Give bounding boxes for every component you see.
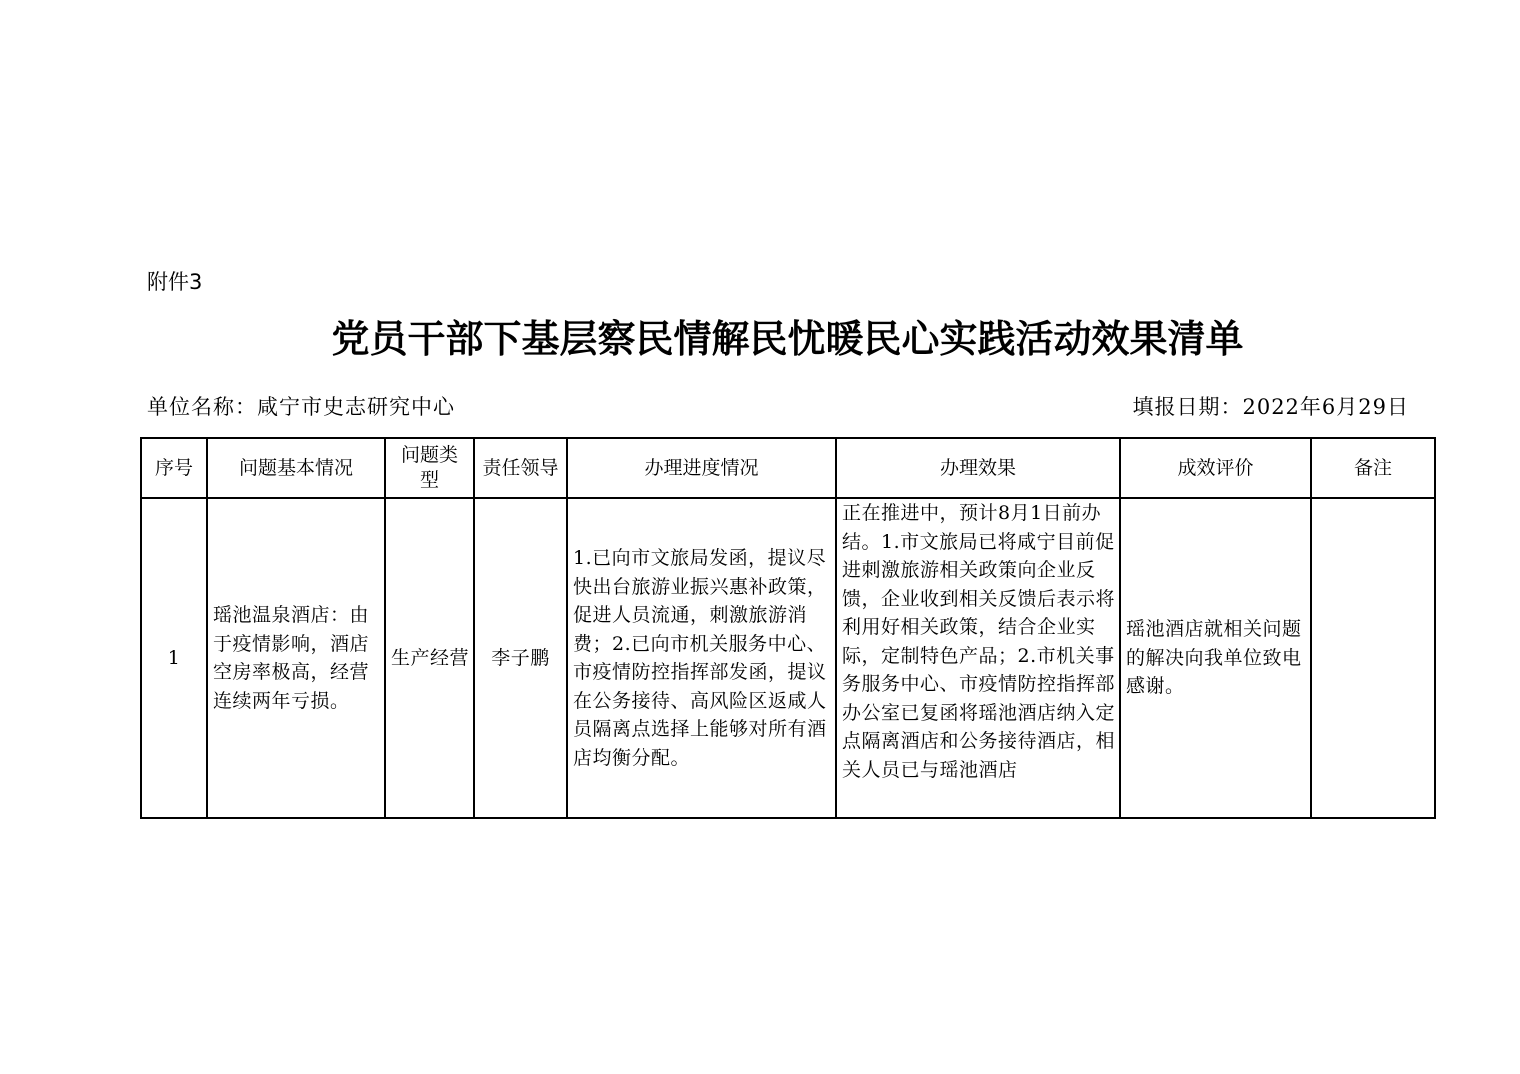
effect-table	[140, 437, 1436, 819]
header-notes: 备注	[1311, 438, 1435, 498]
header-effect: 办理效果	[836, 438, 1120, 498]
cell-type-text: 生产经营	[391, 646, 470, 669]
cell-notes	[1311, 498, 1435, 818]
cell-seq: 1	[141, 498, 207, 818]
cell-effect-text: 正在推进中，预计8月1日前办结。1.市文旅局已将咸宁目前促进刺激旅游相关政策向企业反馈，企业收到相关反馈后表示将利用好相关政策，结合企业实际，定制特色产品；2.市机关事务服务中心、市疫情防控指挥部办公室已复函将瑶池酒店纳入定点隔离酒店和公务接待酒店，相关人员已与瑶池酒店	[842, 502, 1116, 781]
cell-basic-situation	[207, 498, 385, 818]
attachment-label: 附件3	[147, 270, 203, 294]
document-title: 党员干部下基层察民情解民忧暖民心实践活动效果清单	[331, 316, 1244, 361]
cell-basic-text: 瑶池温泉酒店：由于疫情影响，酒店空房率极高，经营连续两年亏损。	[213, 604, 370, 712]
header-basic-situation: 问题基本情况	[207, 438, 385, 498]
cell-problem-type	[385, 498, 474, 818]
fill-date-line: 填报日期：2022年6月29日	[1132, 395, 1409, 419]
cell-evaluation-text: 瑶池酒店就相关问题的解决向我单位致电感谢。	[1126, 618, 1302, 698]
cell-responsible-leader: 李子鹏	[474, 498, 567, 818]
cell-progress-text: 1.已向市文旅局发函，提议尽快出台旅游业振兴惠补政策，促进人员流通，刺激旅游消费；2.已向市机关服务中心、市疫情防控指挥部发函，提议在公务接待、高风险区返咸人员隔离点选择上能够对所有酒店均衡分配。	[573, 547, 827, 769]
header-seq: 序号	[141, 438, 207, 498]
table-header-row	[141, 438, 1435, 498]
header-evaluation: 成效评价	[1120, 438, 1311, 498]
header-progress: 办理进度情况	[567, 438, 836, 498]
cell-effect	[836, 498, 1120, 818]
cell-evaluation	[1120, 498, 1311, 818]
cell-effect-clip	[837, 499, 1119, 817]
table-row	[141, 498, 1435, 818]
header-problem-type: 问题类型	[385, 438, 474, 498]
unit-name-line: 单位名称：咸宁市史志研究中心	[147, 395, 455, 419]
header-responsible-leader: 责任领导	[474, 438, 567, 498]
cell-progress	[567, 498, 836, 818]
